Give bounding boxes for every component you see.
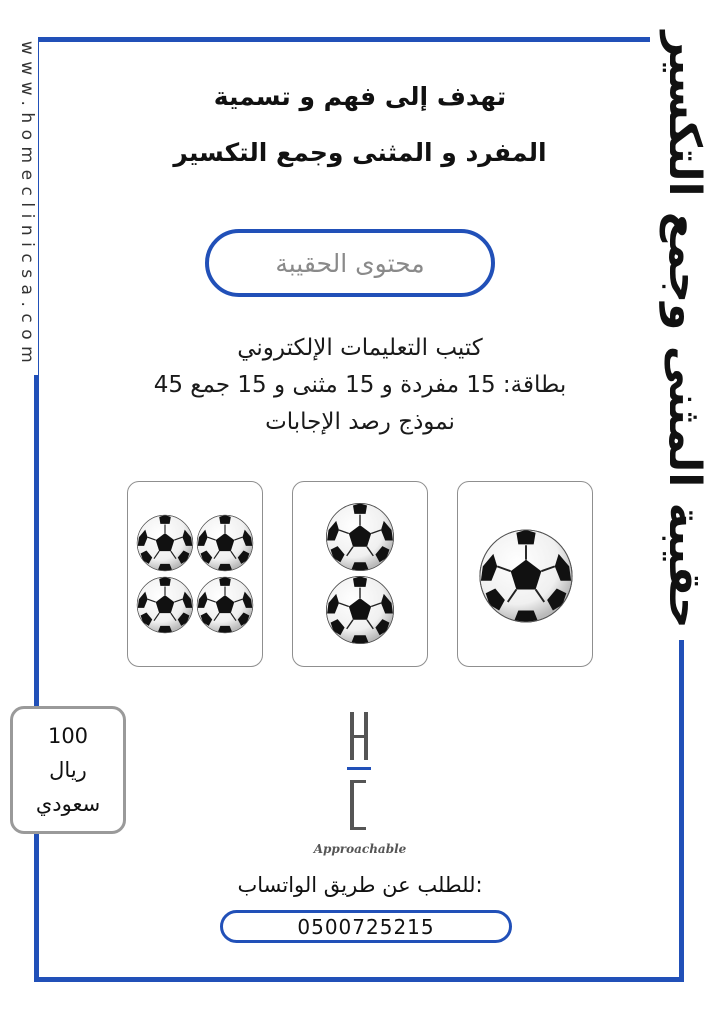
soccer-ball-icon [196, 514, 254, 572]
soccer-ball-icon [196, 576, 254, 634]
contents-item: 45 بطاقة: 15 مفردة و 15 مثنى و 15 جمع [153, 372, 567, 398]
price-amount: 100 [47, 724, 89, 748]
price-currency: ريال [49, 758, 87, 782]
contents-item: كتيب التعليمات الإلكتروني [237, 335, 483, 361]
soccer-ball-icon [325, 502, 395, 572]
contents-item: نموذج رصد الإجابات [265, 409, 455, 435]
website-link[interactable]: www.homeclinicsa.com [16, 35, 38, 375]
contents-label: محتوى الحقيبة [205, 229, 495, 297]
card-four-balls [127, 481, 263, 667]
hc-logo-icon [330, 708, 390, 833]
side-title: حقيبة المثنى وجمع التكسير [650, 20, 720, 640]
headline-line-2: المفرد و المثنى وجمع التكسير [173, 138, 547, 167]
soccer-ball-icon [478, 528, 574, 624]
price-currency-country: سعودي [35, 792, 101, 816]
soccer-ball-icon [136, 576, 194, 634]
card-two-balls [292, 481, 428, 667]
brand-tagline: Approachable [313, 842, 407, 856]
soccer-ball-icon [325, 575, 395, 645]
price-box [10, 706, 126, 834]
phone-number[interactable]: 0500725215 [220, 910, 512, 943]
soccer-ball-icon [136, 514, 194, 572]
card-one-ball [457, 481, 593, 667]
headline-line-1: تهدف إلى فهم و تسمية [213, 82, 507, 111]
order-instructions: للطلب عن طريق الواتساب: [237, 873, 483, 897]
